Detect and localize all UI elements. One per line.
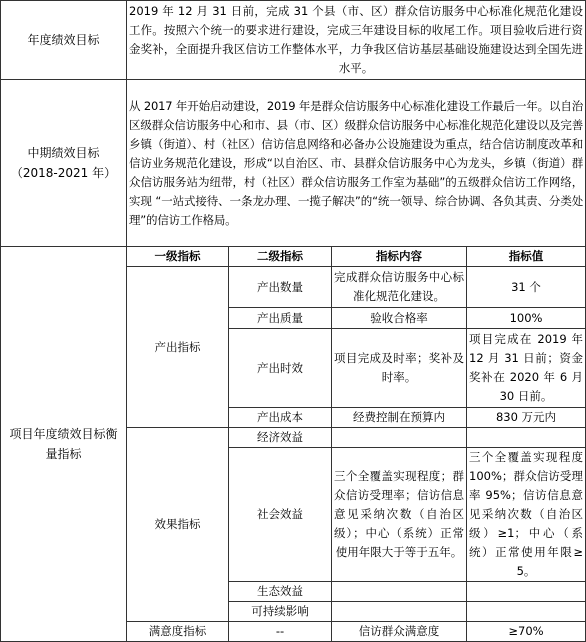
- annual-goal-line: 设达到全国先进水平。: [338, 42, 584, 75]
- value-cell: ≥70%: [467, 622, 586, 642]
- level1-satisfaction: 满意度指标: [127, 622, 229, 642]
- content-cell: 完成群众信访服务中心标准化规范化建设。: [332, 267, 467, 308]
- midterm-goal-line: 服务工作室为基础”的五级群众信访工作网络，实现 “一站式接待、一条龙办理、: [129, 174, 584, 208]
- header-level1: 一级指标: [127, 247, 229, 267]
- midterm-goal-line: 一揽子解决”的“统一领导、综合协调、各负其责、分类处理”的信访工作格局。: [129, 193, 584, 227]
- level2-cell: 经济效益: [229, 428, 332, 448]
- value-cell: [467, 428, 586, 448]
- annual-goal-line: 2019 年 12 月 31 日前，完成 31 个县（市、区）群众信访服务中心标准化规范化建: [129, 4, 572, 18]
- annual-goal-line: 设工作。按照六个统一的要求进行建设，完成三年建设目标的收尾工作。项目验收: [129, 4, 584, 37]
- indicators-label-line: 项目年度绩效目标衡: [9, 427, 118, 441]
- value-cell: 830 万元内: [467, 408, 586, 428]
- midterm-goal-row: [1, 80, 586, 247]
- annual-goal-line: 后进行资金奖补，全面提升我区信访工作整体水平，力争我区信访基层基础设施建: [129, 23, 584, 56]
- midterm-goal-line: 规范化建设以及完善乡镇（街道）、村（社区）信访信息网络和必备办公设施建设: [129, 117, 584, 151]
- annual-goal-label: 年度绩效目标: [1, 1, 127, 80]
- value-cell: [467, 602, 586, 622]
- level2-cell: 产出质量: [229, 308, 332, 329]
- indicators-label-line: 量指标: [45, 447, 82, 461]
- level1-effect: 效果指标: [127, 428, 229, 622]
- content-cell: [332, 582, 467, 602]
- midterm-goal-line: 信访服务中心为龙头，乡镇（街道）群众信访服务站为纽带，村（社区）群众信访: [129, 155, 584, 189]
- value-cell: 31 个: [467, 267, 586, 308]
- midterm-goal-line: 为重点，结合信访制度改革和信访业务规范化建设，形成“以自治区、市、县群众: [129, 136, 584, 170]
- level2-cell: 产出时效: [229, 329, 332, 408]
- header-value: 指标值: [467, 247, 586, 267]
- level2-cell: 生态效益: [229, 582, 332, 602]
- content-cell: 经费控制在预算内: [332, 408, 467, 428]
- content-cell: 项目完成及时率；奖补及时率。: [332, 329, 467, 408]
- midterm-goal-line: 年。以自治区级群众信访服务中心和市、县（市、区）级群众信访服务中心标准化: [129, 98, 584, 132]
- midterm-goal-label-period: （2018-2021 年）: [10, 166, 117, 180]
- content-cell: [332, 602, 467, 622]
- level1-output: 产出指标: [127, 267, 229, 428]
- level2-cell: 产出数量: [229, 267, 332, 308]
- header-level2: 二级指标: [229, 247, 332, 267]
- midterm-goal-label: [1, 80, 127, 247]
- content-cell: 信访群众满意度: [332, 622, 467, 642]
- level2-cell: 产出成本: [229, 408, 332, 428]
- header-content: 指标内容: [332, 247, 467, 267]
- annual-goal-text: [127, 1, 586, 80]
- annual-goal-row: [1, 1, 586, 80]
- indicator-header-row: [1, 247, 586, 267]
- value-cell: 项目完成在 2019 年 12 月 31 日前；资金奖补在 2020 年 6 月 30 日前。: [467, 329, 586, 408]
- midterm-goal-label-line: 中期绩效目标: [27, 146, 100, 160]
- level2-cell: 社会效益: [229, 448, 332, 582]
- midterm-goal-text: [127, 80, 586, 247]
- midterm-goal-line: 从 2017 年开始启动建设，2019 年是群众信访服务中心标准化建设工作最后一: [129, 98, 527, 113]
- content-cell: 三个全覆盖实现程度；群众信访受理率；信访信息意见采纳次数（自治区级）；中心（系统）正常使用年限大于等于五年。: [332, 448, 467, 582]
- indicators-label: [1, 247, 127, 642]
- content-cell: 验收合格率: [332, 308, 467, 329]
- value-cell: 100%: [467, 308, 586, 329]
- value-cell: 三个全覆盖实现程度 100%；群众信访受理率 95%；信访信息意见采纳次数（自治区级）≥1；中心（系统）正常使用年限≥5。: [467, 448, 586, 582]
- level2-cell: 可持续影响: [229, 602, 332, 622]
- value-cell: [467, 582, 586, 602]
- content-cell: [332, 428, 467, 448]
- level2-cell: --: [229, 622, 332, 642]
